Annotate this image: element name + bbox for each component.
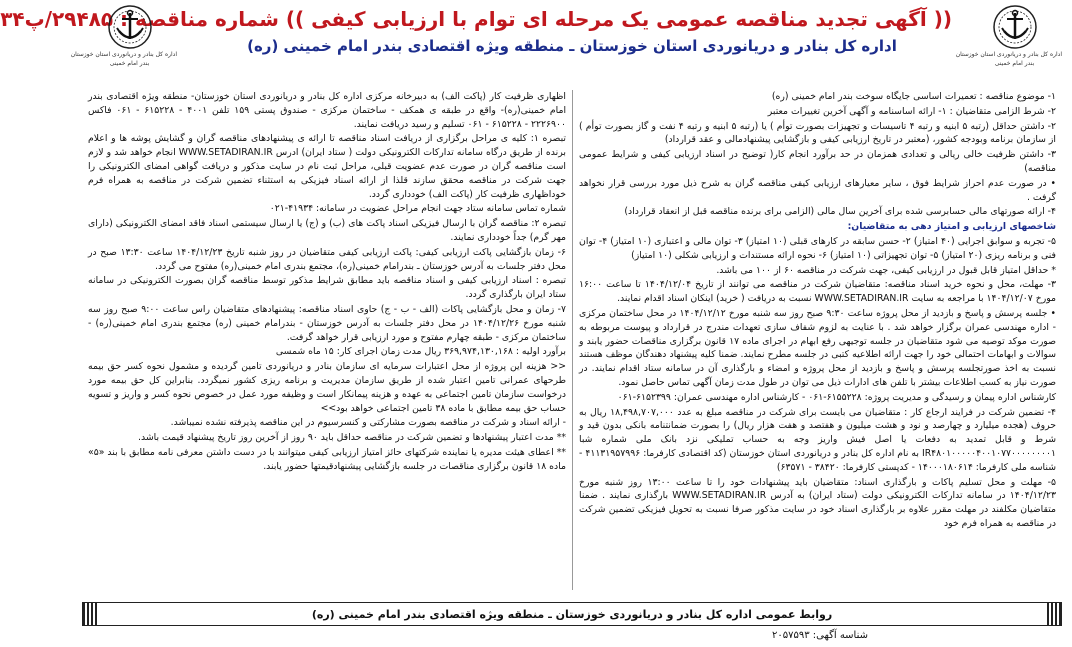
header <box>0 4 1062 68</box>
scoring-heading: شاخصهای ارزیابی و امتیاز دهی به متقاضیان: <box>847 221 1056 233</box>
footer-bar <box>82 602 1062 626</box>
documents-paragraph: ۳- مهلت، محل و نحوه خرید اسناد مناقصه: متقاضیان شرکت در مناقصه می توانند از تاریخ ۱۴۰۴/۱۲/۰۴ تا ساعت ۱۶:۰۰ مورخ ۱۴۰۴/۱۲/۰۷ با مراجعه به سایت WWW.SETADIRAN.IR نسبت به دریافت ( خرید) اینکان اسناد اقدام نمایند. <box>579 279 1056 305</box>
footer-text: روابط عمومی اداره کل بنادر و دریانوردی خوزستان ـ منطقه ویژه اقتصادی بندر امام خمینی (ره) <box>311 607 833 621</box>
submission-paragraph: ۵- مهلت و محل تسلیم پاکات و بارگذاری اسناد: متقاضیان باید پیشنهادات خود را تا ساعت ۱۳:۰۰ روز شنبه مورخ ۱۴۰۴/۱۲/۲۳ در سامانه تدارکات الکترونیکی دولت (ستاد ایران) به آدرس WWW.SETADIRAN.IR بارگذاری نمایند . ضمنا متقاضیان مکلفند در مهلت مقرر علاوه بر بارگذاری اسناد خود در سایت مذکور صرفا نسبت به تحویل فیزیکی تضمین شرکت در مناقصه به همراه فرم خود <box>579 476 1056 529</box>
anchor-logo-icon <box>992 4 1038 50</box>
criteria-note-paragraph: • در صورت عدم احراز شرایط فوق ، سایر معیارهای ارزیابی کیفی مناقصه گران به شرح ذیل مورد بررسی قرار نخواهد گرفت . <box>579 177 1056 203</box>
note2-paragraph: تبصره ۲: مناقصه گران با ارسال فیزیکی اسناد پاکت های (ب) و (ج) یا ارسال سیستمی اسناد فاقد امضای الکترونیکی (دارای مهر گرم) جداً خودداری نمایند. <box>88 218 566 243</box>
anchor-logo-icon <box>107 4 153 50</box>
guarantee-paragraph: ۴- تضمین شرکت در فرایند ارجاع کار : متقاضیان می بایست برای شرکت در مناقصه مبلغ به عدد ۱۸,۴۹۸,۷۰۷,۰۰۰ ریال به حروف (هجده میلیارد و چهارصد و نود و هشت میلیون و هفتصد و هفت هزار ریال) را بصورت ضمانتنامه بانکی بدون قید و شرط و قابل تمدید به دفعات یا اصل فیش واریز وجه به حساب تملیکی نزد بانک ملی شماره شبا IR۴۸۰۱۰۰۰۰۰۴۰۰۱۰۷۷۰۰۰۰۰۰۰۰۱ به نام اداره کل بنادر و دریانوردی استان خوزستان (کد اقتصادی کارفرما: ۴۱۱۳۱۹۵۷۹۹۶ - شناسه ملی کارفرما: ۱۴۰۰۰۱۸۰۶۱۴ - کدپستی کارفرما: ۳۸۴۲۰ - ۶۳۵۷۱) <box>579 406 1056 473</box>
logo-org-line1: اداره کل بنادر و دریانوردی استان خوزستان <box>955 51 1062 58</box>
capacity-paragraph: ۳- داشتن ظرفیت خالی ریالی و تعدادی همزمان در حد برآورد انجام کار( توضیح در اسناد ارزیابی کیفی و شرایط عمومی مناقصه) <box>579 149 1056 174</box>
meeting-paragraph: • جلسه پرسش و پاسخ و بازدید از محل پروژه ساعت ۹:۳۰ صبح روز سه شنبه مورخ ۱۴۰۴/۱۲/۱۲ در محل ساختمان مرکزی - اداره مهندسی عمران برگزار خواهد شد . با عنایت به لزوم شفاف سازی تعهدات مندرج در قرارداد و پیوست مربوطه به صورت موکد توصیه می شود متقاضیان در جلسه توجیهی رفع ابهام در اجرای ماده ۱۷ قانون برگزاری مناقصات حضور یابند و سوالات و ابهامات احتمالی خود را جهت ارائه اطلاعیه کتبی در جلسه مطرح نمایند. ضمنا کلیه پیشنهاد دهندگان موظف هستند نسبت به اخذ صورتجلسه پرسش و پاسخ و بازدید از محل پروژه و امضاء و بارگذاری آن در سامانه ستاد اقدام نمایند. در صورت نیاز به کسب اطلاعات بیشتر با تلفن های ادارات ذیل می توان در طول مدت زمان آگهی تماس حاصل نمود. <box>579 307 1057 388</box>
logo-org-line1: اداره کل بنادر و دریانوردی استان خوزستان <box>70 51 177 58</box>
min-score-paragraph: * حداقل امتیاز قابل قبول در ارزیابی کیفی، جهت شرکت در مناقصه ۶۰ از ۱۰۰ می باشد. <box>716 264 1056 276</box>
page-title: (( آگهی تجدید مناقصه عمومی یک مرحله ای توام با ارزیابی کیفی )) شماره مناقصه : ۲۹۴۸۵/پ۳۴ <box>0 7 952 31</box>
scoring-paragraph: ۵- تجربه و سوابق اجرایی (۴۰ امتیاز) ۲- حسن سابقه در کارهای قبلی (۱۰ امتیاز) ۳- توان مالی و اعتباری (۱۰ امتیاز) ۴- توان فنی و برنامه ریزی (۲۰ امتیاز) ۵- توان تجهیزاتی (۱۰ امتیاز) ۶- نحوه ارائه مستندات و ارزیابی شکلی (۱۰ امتیاز) <box>579 235 1056 261</box>
right-column <box>572 90 1062 590</box>
consortium-paragraph: - ارائه اسناد و شرکت در مناقصه بصورت مشارکتی و کنسرسیوم در این مناقصه پذیرفته نشده نمیباشد. <box>170 417 566 429</box>
page-subtitle: اداره کل بنادر و دریانوردی استان خوزستان ـ منطقه ویژه اقتصادی بندر امام خمینی (ره) <box>247 37 897 55</box>
contact-paragraph: کارشناس اداره پیمان و رسیدگی و مدیریت پروژه: ۶۱۵۵۲۲۸-۰۶۱ - کارشناس اداره مهندسی عمران: ۶۱۵۲۳۹۹-۰۶۱ <box>617 391 1056 403</box>
setad-phone-paragraph: شماره تماس سامانه ستاد جهت انجام مراحل عضویت در سامانه: ۴۱۹۳۴-۰۲۱ <box>269 203 566 215</box>
board-paragraph: ** اعطای هیئت مدیره یا نماینده شرکتهای حائز امتیاز ارزیابی کیفی میتوانند با در دست داشتن معرفی نامه مطابق با بند «۵» ماده ۱۸ قانون برگزاری مناقصات در جلسه بازگشایی پیشنهادقیمتها حضور یابند. <box>88 446 566 472</box>
logo-right <box>955 4 1062 68</box>
grade-paragraph: ۲- داشتن حداقل (رتبه ۵ ابنیه و رتبه ۴ تاسیسات و تجهیزات بصورت توأم ) یا (رتبه ۵ ابنیه و رتبه ۴ نفت و گاز بصورت توأم ) از سازمان برنامه وبودجه کشور، (معتبر در تاریخ ارزیابی کیفی و بازگشایی پیشنهادمالی و عقد قرارداد) <box>579 120 1057 146</box>
footer-stripe-right <box>1047 603 1061 625</box>
estimate-paragraph: برآورد اولیه : ۳۶۹,۹۷۴,۱۳۰,۱۶۸ ریال مدت زمان اجرای کار: ۱۵ ماه شمسی <box>275 346 566 358</box>
subject-paragraph: ۱- موضوع مناقصه : تعمیرات اساسی جایگاه سوخت بندر امام خمینی (ره) <box>771 91 1056 102</box>
requirement-paragraph: ۲- شرط الزامی متقاضیان : ۱- ارائه اساسنامه و آگهی آخرین تغییرات معتبر <box>767 105 1056 117</box>
delivery-paragraph: اظهاری ظرفیت کار (پاکت الف) به دبیرخانه مرکزی اداره کل بنادر و دریانوردی استان خوزستان- منطقه ویژه اقتصادی بندر امام خمینی(ره)- واقع در طبقه ی همکف - ساختمان مرکزی - صندوق پستی ۱۵۹ تلفن ۴۰۰۱ - ۶۱۵۲۲۸ - ۰۶۱ فاکس ۲۲۲۶۹۰۰ - ۶۱۵۲۲۸ - ۰۶۱ تسلیم و رسید دریافت نمایند. <box>88 91 567 130</box>
note1-paragraph: تبصره ۱: کلیه ی مراحل برگزاری از دریافت اسناد مناقصه تا ارائه ی پیشنهادهای مناقصه گران و گشایش پوشه ها و اعلام برنده از طریق درگاه سامانه تدارکات الکترونیکی دولت ( ستاد ایران) ادرس WWW.SETADIRAN.IR انجام خواهد شد و لازم است مناقصه گران در صورت عدم عضویت قبلی، مراحل ثبت نام در سایت مذکور و دریافت گواهی امضای الکترونیکی را جهت شرکت در مناقصه محقق سازند قلذا از ارائه اسناد فیزیکی به استثناء تضمین شرکت در مناقصه به همراه فرم خوداظهاری ظرفیت کار (پاکت الف) خودداری گردد. <box>88 133 566 200</box>
left-column <box>82 90 572 590</box>
financial-statement-paragraph: ۴- ارائه صورتهای مالی حسابرسی شده برای آخرین سال مالی (الزامی برای برنده مناقصه قبل از انعقاد قرارداد) <box>624 206 1056 218</box>
ad-id: شناسه آگهی: ۲۰۵۷۵۹۳ <box>772 630 869 641</box>
opening-paragraph: ۷- زمان و محل بازگشایی پاکات (الف - ب - ج) حاوی اسناد مناقصه: پیشنهادهای متقاضیان راس ساعت ۹:۰۰ صبح روز سه شنبه مورخ ۱۴۰۴/۱۲/۲۶ در محل دفتر جلسات به آدرس خوزستان - بندرامام خمینی (ره) مجتمع بندری امام خمینی(ره) - ساختمان مرکزی - طبقه چهارم مفتوح و مورد ارزیابی قرار خواهد گرفت. <box>88 303 567 343</box>
note3-paragraph: تبصره : اسناد ارزیابی کیفی و اسناد مناقصه باید مطابق شرایط مذکور توسط مناقصه گران بصورت الکترونیکی در سامانه ستاد ایران بارگذاری گردد. <box>88 275 566 301</box>
footer-stripe-left <box>83 603 97 625</box>
validity-paragraph: ** مدت اعتبار پیشنهادها و تضمین شرکت در مناقصه حداقل باید ۹۰ روز از آخرین روز تاریخ پیشنهاد قیمت باشد. <box>138 432 566 444</box>
logo-org-line2: بندر امام خمینی <box>109 60 150 67</box>
logo-left <box>70 4 177 68</box>
quality-opening-paragraph: ۶- زمان بازگشایی پاکت ارزیابی کیفی: پاکت ارزیابی کیفی متقاضیان در روز شنبه تاریخ ۱۴۰۴/۱۲/۲۳ ساعت ۱۳:۳۰ صبح در محل دفتر جلسات به آدرس خوزستان ـ بندرامام خمینی(ره)، مجتمع بندری امام خمینی(ره) مفتوح می گردد. <box>88 246 567 272</box>
insurance-paragraph: << هزینه این پروژه از محل اعتبارات سرمایه ای سازمان بنادر و دریانوردی تامین گردیده و مشمول نحوه کسر حق بیمه طرحهای عمرانی تامین اعتبار شده از طریق سازمان مدیریت و برنامه ریزی کشور نمیگردد. بنابراین کل حق بیمه مورد درخواست سازمان تامین اجتماعی به عهده و هزینه پیمانکار است و وظیفه مورد عمل در خصوص نحوه کسر و واریز و تسویه حساب حق بیمه مطابق با ماده ۳۸ تامین اجتماعی خواهد بود>> <box>88 361 566 414</box>
content-columns <box>82 90 1062 590</box>
logo-org-line2: بندر امام خمینی <box>994 60 1035 67</box>
